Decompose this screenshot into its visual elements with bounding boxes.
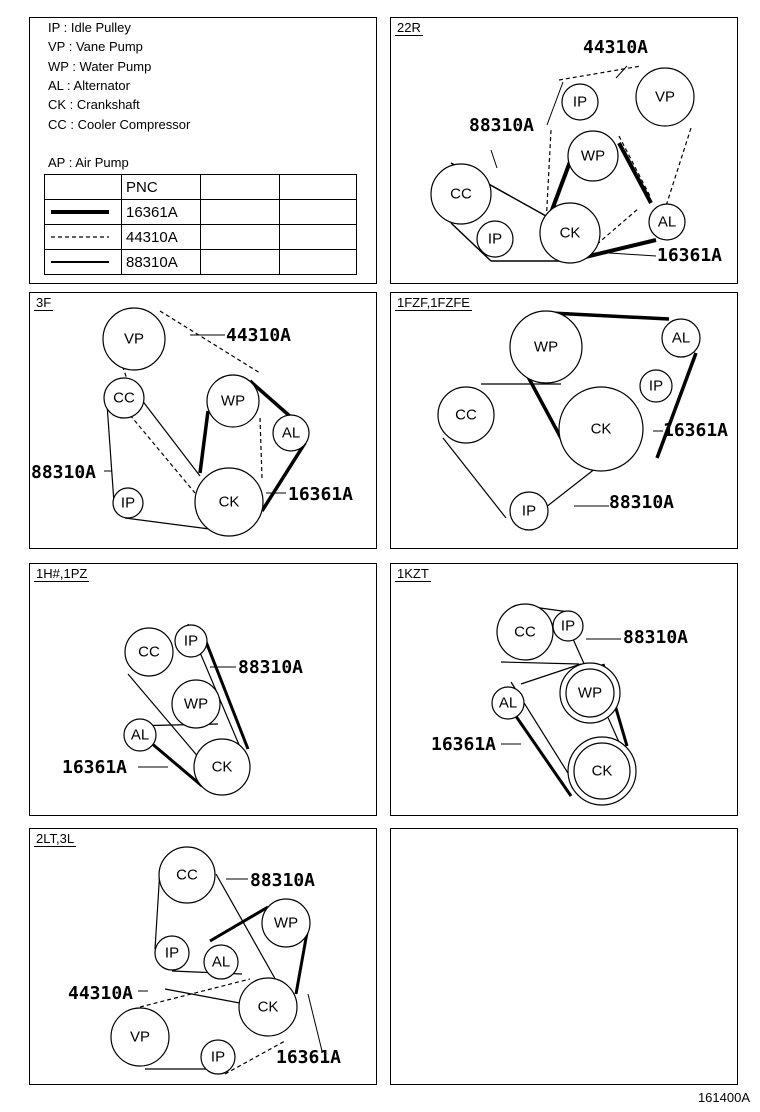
- part-number-88310a: 88310A: [623, 627, 689, 648]
- belt-segment: [210, 907, 268, 941]
- panel-title: 1H#,1PZ: [36, 566, 88, 581]
- label-cc: CC: [450, 185, 472, 203]
- belt-segment: [200, 411, 208, 473]
- label-cc: CC: [514, 623, 536, 641]
- belt-segment: [511, 709, 571, 796]
- panel-1fzf: [390, 292, 738, 549]
- label-wp: WP: [183, 695, 209, 713]
- belt-segment: [657, 353, 696, 458]
- leader-line: [616, 66, 627, 78]
- panel-empty: [390, 828, 738, 1085]
- part-number-44310a: 44310A: [226, 325, 292, 346]
- pnc-row-value: 44310A: [122, 225, 201, 250]
- belt-diagram-22r: [391, 18, 739, 285]
- legend-item-vp: VP : Vane Pump: [48, 39, 143, 54]
- part-number-44310a: 44310A: [68, 983, 134, 1004]
- label-al: AL: [281, 424, 301, 442]
- label-al: AL: [671, 329, 691, 347]
- part-number-88310a: 88310A: [238, 657, 304, 678]
- panel-title: 2LT,3L: [36, 831, 75, 846]
- part-number-16361a: 16361A: [431, 734, 497, 755]
- panel-1h: [29, 563, 377, 816]
- line-sample-thin: [45, 250, 122, 275]
- belt-diagram-1h: [30, 564, 378, 817]
- belt-segment: [619, 143, 651, 203]
- label-cc: CC: [176, 866, 198, 884]
- label-wp: WP: [580, 147, 606, 165]
- leader-line: [308, 994, 322, 1051]
- legend-item-ck: CK : Crankshaft: [48, 97, 140, 112]
- label-ck: CK: [559, 224, 581, 242]
- label-al: AL: [657, 213, 677, 231]
- part-number-16361a: 16361A: [288, 484, 354, 505]
- label-ip: IP: [120, 494, 136, 512]
- pnc-row-value: 88310A: [122, 250, 201, 275]
- panel-title: 22R: [397, 20, 421, 35]
- part-number-88310a: 88310A: [609, 492, 675, 513]
- label-ip: IP: [572, 93, 588, 111]
- panel-title: 1KZT: [397, 566, 429, 581]
- legend-panel: [29, 17, 377, 284]
- legend-item-ip: IP : Idle Pulley: [48, 20, 131, 35]
- belt-segment: [541, 468, 596, 511]
- line-sample-thick: [45, 200, 122, 225]
- panel-1kzt: [390, 563, 738, 816]
- belt-segment: [165, 989, 245, 1004]
- label-vp: VP: [129, 1028, 151, 1046]
- pnc-table: [44, 174, 357, 275]
- part-number-16361a: 16361A: [663, 420, 729, 441]
- label-ip: IP: [210, 1048, 226, 1066]
- legend-item-ap: AP : Air Pump: [48, 155, 129, 170]
- label-ck: CK: [218, 493, 240, 511]
- label-cc: CC: [113, 389, 135, 407]
- label-al: AL: [498, 694, 518, 712]
- belt-segment: [619, 136, 651, 198]
- belt-segment: [260, 418, 262, 478]
- part-number-88310a: 88310A: [250, 870, 316, 891]
- label-ip: IP: [487, 230, 503, 248]
- label-wp: WP: [577, 684, 603, 702]
- label-ip: IP: [183, 632, 199, 650]
- belt-segment: [443, 438, 506, 518]
- table-row: [45, 225, 357, 250]
- label-ip: IP: [521, 502, 537, 520]
- panel-title: 3F: [36, 295, 52, 310]
- part-number-88310a: 88310A: [469, 115, 535, 136]
- belt-segment: [140, 979, 250, 1007]
- table-row: [45, 250, 357, 275]
- belt-segment: [501, 662, 579, 664]
- panel-2lt: [29, 828, 377, 1085]
- label-vp: VP: [123, 330, 145, 348]
- label-ck: CK: [591, 762, 613, 780]
- label-wp: WP: [273, 914, 299, 932]
- legend-item-wp: WP : Water Pump: [48, 59, 152, 74]
- label-ip: IP: [164, 944, 180, 962]
- belt-segment: [551, 313, 669, 319]
- belt-segment: [559, 66, 641, 80]
- label-ck: CK: [211, 758, 233, 776]
- label-wp: WP: [533, 338, 559, 356]
- legend-item-cc: CC : Cooler Compressor: [48, 117, 191, 132]
- belt-diagram-3f: [30, 293, 378, 550]
- panel-title: 1FZF,1FZFE: [397, 295, 470, 310]
- belt-segment: [547, 82, 563, 125]
- belt-diagram-1fzf: [391, 293, 739, 550]
- belt-diagram-1kzt: [391, 564, 739, 817]
- part-number-16361a: 16361A: [657, 245, 723, 266]
- label-al: AL: [130, 726, 150, 744]
- label-cc: CC: [455, 406, 477, 424]
- label-cc: CC: [138, 643, 160, 661]
- label-vp: VP: [654, 88, 676, 106]
- leader-line: [491, 150, 497, 168]
- table-row: [45, 200, 357, 225]
- panel-22r: [390, 17, 738, 284]
- label-ip: IP: [560, 617, 576, 635]
- part-number-88310a: 88310A: [31, 462, 97, 483]
- pnc-row-value: 16361A: [122, 200, 201, 225]
- part-number-44310a: 44310A: [583, 37, 649, 58]
- label-al: AL: [211, 953, 231, 971]
- label-wp: WP: [220, 392, 246, 410]
- leader-line: [609, 253, 656, 256]
- panel-3f: [29, 292, 377, 549]
- belt-segment: [666, 128, 691, 206]
- part-number-16361a: 16361A: [276, 1047, 342, 1068]
- table-row: [45, 175, 357, 200]
- line-sample-dashed: [45, 225, 122, 250]
- label-ck: CK: [590, 420, 612, 438]
- belt-diagram-2lt: [30, 829, 378, 1086]
- part-number-16361a: 16361A: [62, 757, 128, 778]
- label-ip: IP: [648, 377, 664, 395]
- label-ck: CK: [257, 998, 279, 1016]
- legend-item-al: AL : Alternator: [48, 78, 130, 93]
- figure-code: 161400A: [697, 1090, 750, 1105]
- pnc-header: PNC: [122, 175, 201, 200]
